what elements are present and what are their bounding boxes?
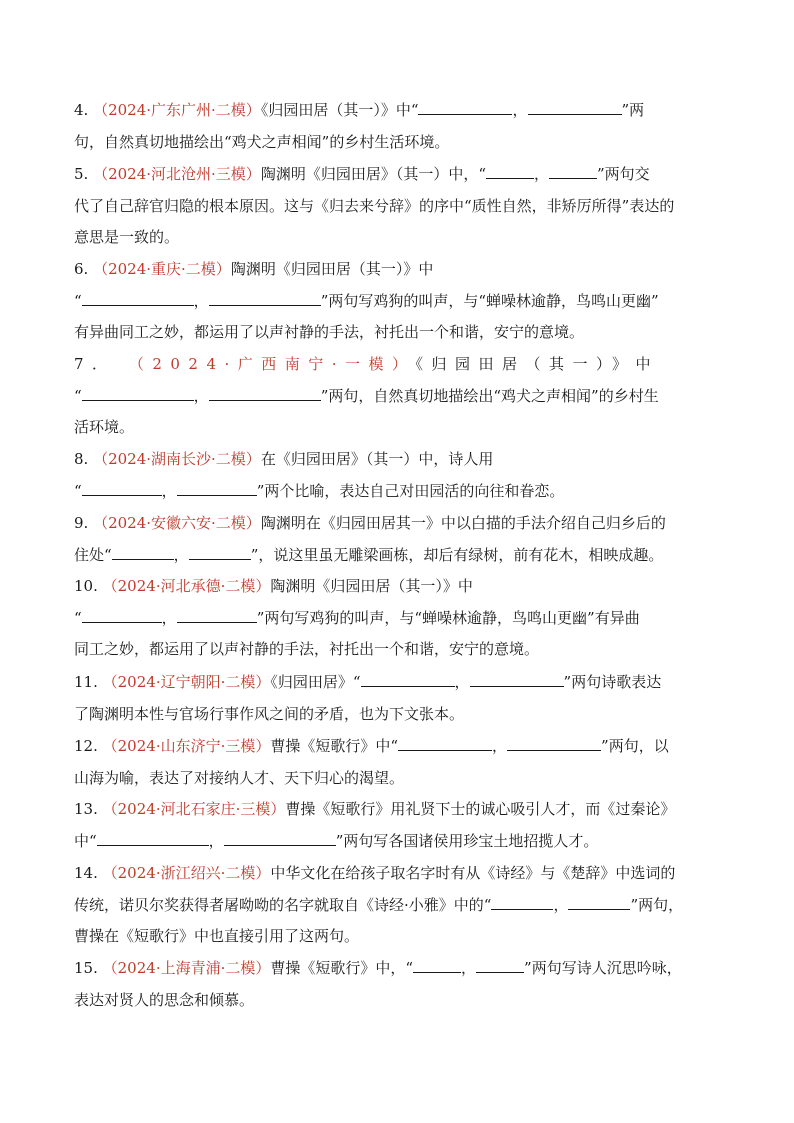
question-text: 有异曲同工之妙，都运用了以声衬静的手法，衬托出一个和谐，安宁的意境。 bbox=[74, 323, 585, 341]
answer-blank[interactable] bbox=[82, 290, 194, 306]
question-source: （2024·山东济宁·三模） bbox=[102, 737, 271, 755]
question-source: （2024·重庆·二模） bbox=[93, 260, 231, 278]
question-9: 9. （2024·安徽六安·二模）陶渊明在《归园田居其一》中以白描的手法介绍自己归乡后的 住处“ ， ”，说这里虽无雕梁画栋，却后有绿树，前有花木，相映成趣。 bbox=[74, 514, 666, 564]
question-5: 5. （2024·河北沧州·三模）陶渊明《归园田居》（其一）中，“ ， ”两句交 代了自己辞官归隐的根本原因。这与《归去来兮辞》的序中“质性自然，非矫厉所得”表达的 意思是一致的。 bbox=[74, 159, 722, 254]
answer-blank[interactable] bbox=[398, 735, 492, 751]
question-number: 6. bbox=[74, 260, 89, 278]
question-text: 曹操在《短歌行》中也直接引用了这两句。 bbox=[74, 927, 360, 945]
question-text: 句，自然真切地描绘出“鸡犬之声相闻”的乡村生活环境。 bbox=[74, 132, 450, 151]
question-4: 4. （2024·广东广州·二模）《归园田居（其一）》中“ ， ”两 句，自然真切地描绘出“鸡犬之声相闻”的乡村生活环境。 bbox=[74, 95, 722, 158]
question-8: 8. （2024·湖南长沙·二模）在《归园田居》（其一）中，诗人用 “ ， ”两个比喻，表达自己对田园活的向往和眷恋。 bbox=[74, 450, 565, 500]
question-text: 同工之妙，都运用了以声衬静的手法，衬托出一个和谐，安宁的意境。 bbox=[74, 640, 540, 658]
question-number: 13. bbox=[74, 800, 98, 818]
question-source: （2024·上海青浦·二模） bbox=[102, 959, 271, 977]
answer-blank[interactable] bbox=[177, 480, 257, 496]
answer-blank[interactable] bbox=[97, 830, 209, 846]
answer-blank[interactable] bbox=[507, 735, 601, 751]
answer-blank[interactable] bbox=[413, 957, 461, 973]
answer-blank[interactable] bbox=[209, 385, 321, 401]
question-number: 8. bbox=[74, 450, 89, 468]
answer-blank[interactable] bbox=[549, 163, 597, 179]
question-7: 7． （2024·广西南宁·一模）《归园田居（其一）》中 “ ， ”两句，自然真切地描绘出“鸡犬之声相闻”的乡村生 活环境。 bbox=[74, 349, 722, 444]
question-number: 9. bbox=[74, 514, 89, 532]
question-number: 10. bbox=[74, 577, 98, 595]
question-text: 山海为喻，表达了对接纳人才、天下归心的渴望。 bbox=[74, 768, 405, 787]
question-source: （2024·浙江绍兴·二模） bbox=[102, 864, 271, 882]
question-6: 6. （2024·重庆·二模）陶渊明《归园田居（其一）》中 “ ， ”两句写鸡狗的叫声，与“蝉噪林逾静，鸟鸣山更幽” 有异曲同工之妙，都运用了以声衬静的手法，衬托出一个和谐，安宁的意境。 bbox=[74, 254, 722, 349]
question-13: 13. （2024·河北石家庄·三模）曹操《短歌行》用礼贤下士的诚心吸引人才，而《过秦论》 中“ ， ”两句写各国诸侯用珍宝土地招揽人才。 bbox=[74, 800, 676, 850]
question-text: 代了自己辞官归隐的根本原因。这与《归去来兮辞》的序中“质性自然，非矫厉所得”表达的 bbox=[74, 196, 675, 215]
question-12: 12. （2024·山东济宁·三模）曹操《短歌行》中“ ， ”两句，以 山海为喻，表达了对接纳人才、天下归心的渴望。 bbox=[74, 731, 722, 794]
answer-blank[interactable] bbox=[82, 607, 162, 623]
question-number: 14. bbox=[74, 864, 98, 882]
answer-blank[interactable] bbox=[418, 99, 512, 115]
answer-blank[interactable] bbox=[189, 544, 251, 560]
question-number: 5. bbox=[74, 165, 89, 183]
answer-blank[interactable] bbox=[491, 894, 553, 910]
question-10: 10. （2024·河北承德·二模）陶渊明《归园田居（其一）》中 “ ， ”两句写鸡狗的叫声，与“蝉噪林逾静，鸟鸣山更幽”有异曲 同工之妙，都运用了以声衬静的手法，衬托出一个和谐，安宁的意境。 bbox=[74, 571, 722, 666]
answer-blank[interactable] bbox=[82, 480, 162, 496]
answer-blank[interactable] bbox=[361, 671, 455, 687]
answer-blank[interactable] bbox=[486, 163, 534, 179]
question-source: （2024·河北承德·二模） bbox=[102, 577, 271, 595]
question-number: 15. bbox=[74, 959, 98, 977]
answer-blank[interactable] bbox=[476, 957, 524, 973]
question-source: （2024·河北沧州·三模） bbox=[93, 165, 261, 183]
question-number: 4. bbox=[74, 101, 89, 119]
answer-blank[interactable] bbox=[82, 385, 194, 401]
question-number: 7． bbox=[74, 355, 116, 373]
question-source: （2024·安徽六安·二模） bbox=[93, 514, 261, 532]
question-text: 意思是一致的。 bbox=[74, 228, 180, 246]
answer-blank[interactable] bbox=[568, 894, 630, 910]
question-source: （2024·广东广州·二模） bbox=[93, 101, 261, 119]
question-number: 12. bbox=[74, 737, 98, 755]
question-source: （2024·广西南宁·一模） bbox=[128, 355, 416, 373]
answer-blank[interactable] bbox=[528, 99, 622, 115]
question-number: 11. bbox=[74, 673, 98, 691]
question-source: （2024·河北石家庄·三模） bbox=[102, 800, 286, 818]
answer-blank[interactable] bbox=[209, 290, 321, 306]
question-text: 表达对贤人的思念和倾慕。 bbox=[74, 990, 255, 1009]
answer-blank[interactable] bbox=[470, 671, 564, 687]
question-text: 了陶渊明本性与官场行事作风之间的矛盾，也为下文张本。 bbox=[74, 704, 465, 723]
question-source: （2024·辽宁朝阳·二模） bbox=[102, 673, 271, 691]
answer-blank[interactable] bbox=[177, 607, 257, 623]
question-source: （2024·湖南长沙·二模） bbox=[93, 450, 261, 468]
answer-blank[interactable] bbox=[224, 830, 336, 846]
question-text: 活环境。 bbox=[74, 418, 135, 436]
question-11: 11. （2024·辽宁朝阳·二模）《归园田居》“ ， ”两句诗歌表达 了陶渊明本性与官场行事作风之间的矛盾，也为下文张本。 bbox=[74, 667, 722, 730]
question-14: 14. （2024·浙江绍兴·二模）中华文化在给孩子取名字时有从《诗经》与《楚辞》中选词的 传统，诺贝尔奖获得者屠呦呦的名字就取自《诗经·小雅》中的“ ， ”两句， 曹操在《短歌行》中也直接引用了这两句。 bbox=[74, 858, 722, 953]
answer-blank[interactable] bbox=[112, 544, 174, 560]
question-15: 15. （2024·上海青浦·二模）曹操《短歌行》中，“ ， ”两句写诗人沉思吟咏， 表达对贤人的思念和倾慕。 bbox=[74, 953, 722, 1016]
